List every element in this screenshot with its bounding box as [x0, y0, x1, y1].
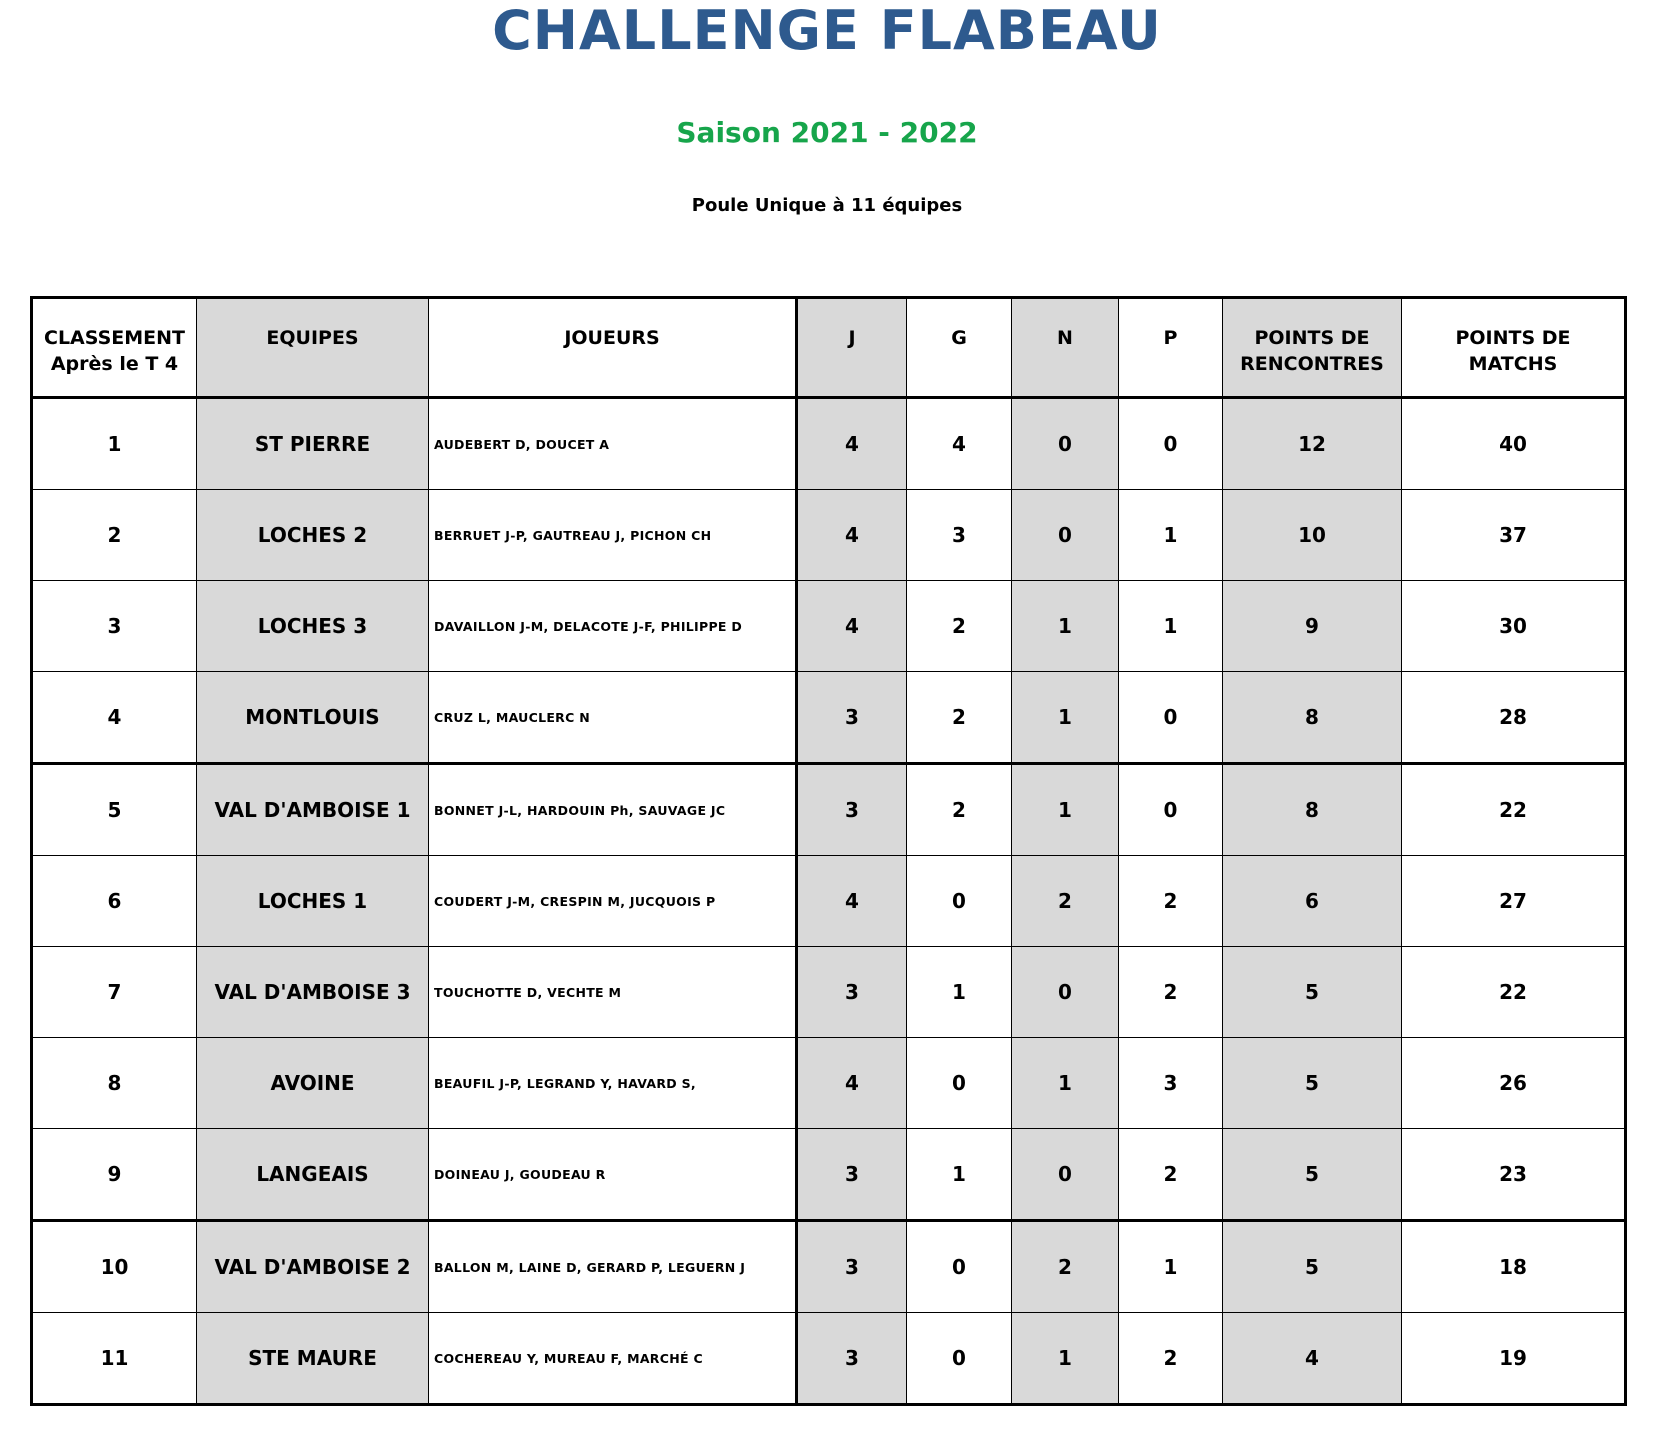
- column-header-rank-line1: CLASSEMENT: [44, 327, 185, 349]
- cell-points-rencontres: 5: [1223, 947, 1402, 1038]
- cell-players: BEAUFIL J-P, LEGRAND Y, HAVARD S,: [429, 1038, 797, 1129]
- cell-rank: 4: [32, 672, 197, 764]
- table-row: [32, 581, 1626, 672]
- table-row: [32, 1221, 1626, 1313]
- table-row: [32, 764, 1626, 856]
- header-row: [32, 298, 1626, 398]
- table-row: [32, 490, 1626, 581]
- cell-n: 1: [1012, 581, 1119, 672]
- cell-j: 3: [797, 1221, 907, 1313]
- column-header-n: N: [1012, 298, 1119, 398]
- table-row: [32, 947, 1626, 1038]
- column-header-players: JOUEURS: [429, 298, 797, 398]
- cell-n: 1: [1012, 764, 1119, 856]
- cell-points-rencontres: 9: [1223, 581, 1402, 672]
- column-header-p: P: [1119, 298, 1223, 398]
- cell-points-matchs: 27: [1402, 856, 1626, 947]
- cell-j: 3: [797, 1129, 907, 1221]
- cell-points-matchs: 19: [1402, 1313, 1626, 1405]
- column-header-pr-line1: POINTS DE: [1254, 327, 1370, 349]
- cell-team: AVOINE: [197, 1038, 429, 1129]
- cell-j: 4: [797, 490, 907, 581]
- page-title: CHALLENGE FLABEAU: [492, 0, 1162, 62]
- cell-p: 0: [1119, 398, 1223, 490]
- cell-points-rencontres: 4: [1223, 1313, 1402, 1405]
- cell-g: 3: [907, 490, 1012, 581]
- cell-points-matchs: 22: [1402, 764, 1626, 856]
- table-row: [32, 1129, 1626, 1221]
- column-header-pr-line2: RENCONTRES: [1240, 353, 1384, 375]
- cell-team: LOCHES 2: [197, 490, 429, 581]
- cell-p: 2: [1119, 947, 1223, 1038]
- cell-team: MONTLOUIS: [197, 672, 429, 764]
- cell-g: 2: [907, 581, 1012, 672]
- cell-g: 0: [907, 1221, 1012, 1313]
- cell-p: 1: [1119, 581, 1223, 672]
- cell-players: TOUCHOTTE D, VECHTE M: [429, 947, 797, 1038]
- cell-rank: 8: [32, 1038, 197, 1129]
- table-row: [32, 672, 1626, 764]
- cell-g: 0: [907, 1038, 1012, 1129]
- cell-j: 3: [797, 672, 907, 764]
- cell-team: LANGEAIS: [197, 1129, 429, 1221]
- table-row: [32, 1313, 1626, 1405]
- cell-j: 4: [797, 581, 907, 672]
- cell-rank: 2: [32, 490, 197, 581]
- cell-points-matchs: 28: [1402, 672, 1626, 764]
- column-header-points-rencontres: [1223, 298, 1402, 398]
- cell-j: 4: [797, 398, 907, 490]
- cell-n: 0: [1012, 947, 1119, 1038]
- cell-points-rencontres: 8: [1223, 672, 1402, 764]
- cell-points-matchs: 37: [1402, 490, 1626, 581]
- cell-players: DOINEAU J, GOUDEAU R: [429, 1129, 797, 1221]
- cell-rank: 3: [32, 581, 197, 672]
- cell-team: VAL D'AMBOISE 2: [197, 1221, 429, 1313]
- pool-caption: Poule Unique à 11 équipes: [691, 195, 963, 216]
- cell-players: CRUZ L, MAUCLERC N: [429, 672, 797, 764]
- cell-n: 1: [1012, 1038, 1119, 1129]
- cell-n: 1: [1012, 1313, 1119, 1405]
- cell-n: 1: [1012, 672, 1119, 764]
- cell-team: VAL D'AMBOISE 3: [197, 947, 429, 1038]
- table-row: [32, 398, 1626, 490]
- cell-team: VAL D'AMBOISE 1: [197, 764, 429, 856]
- cell-points-matchs: 26: [1402, 1038, 1626, 1129]
- cell-n: 0: [1012, 490, 1119, 581]
- column-header-pm-line2: MATCHS: [1468, 353, 1558, 375]
- cell-points-rencontres: 12: [1223, 398, 1402, 490]
- column-header-rank-line2: Après le T 4: [50, 353, 179, 375]
- standings-body: [32, 398, 1626, 1405]
- standings-table: [30, 296, 1627, 1406]
- cell-players: AUDEBERT D, DOUCET A: [429, 398, 797, 490]
- cell-team: LOCHES 3: [197, 581, 429, 672]
- cell-j: 4: [797, 856, 907, 947]
- table-row: [32, 1038, 1626, 1129]
- column-header-g: G: [907, 298, 1012, 398]
- cell-players: BERRUET J-P, GAUTREAU J, PICHON CH: [429, 490, 797, 581]
- cell-g: 2: [907, 764, 1012, 856]
- cell-points-matchs: 23: [1402, 1129, 1626, 1221]
- cell-g: 1: [907, 1129, 1012, 1221]
- cell-points-matchs: 22: [1402, 947, 1626, 1038]
- column-header-team: EQUIPES: [197, 298, 429, 398]
- column-header-rank: [32, 298, 197, 398]
- cell-g: 4: [907, 398, 1012, 490]
- cell-players: COCHEREAU Y, MUREAU F, MARCHÉ C: [429, 1313, 797, 1405]
- cell-points-rencontres: 8: [1223, 764, 1402, 856]
- cell-g: 0: [907, 1313, 1012, 1405]
- cell-p: 1: [1119, 490, 1223, 581]
- cell-team: ST PIERRE: [197, 398, 429, 490]
- cell-n: 2: [1012, 1221, 1119, 1313]
- cell-j: 3: [797, 947, 907, 1038]
- cell-team: LOCHES 1: [197, 856, 429, 947]
- season-subtitle: Saison 2021 - 2022: [676, 116, 978, 149]
- cell-points-rencontres: 6: [1223, 856, 1402, 947]
- cell-g: 2: [907, 672, 1012, 764]
- table-row: [32, 856, 1626, 947]
- cell-p: 2: [1119, 856, 1223, 947]
- cell-n: 0: [1012, 1129, 1119, 1221]
- cell-points-matchs: 40: [1402, 398, 1626, 490]
- cell-p: 2: [1119, 1313, 1223, 1405]
- cell-points-rencontres: 5: [1223, 1038, 1402, 1129]
- cell-p: 3: [1119, 1038, 1223, 1129]
- cell-rank: 11: [32, 1313, 197, 1405]
- cell-p: 0: [1119, 764, 1223, 856]
- cell-rank: 10: [32, 1221, 197, 1313]
- column-header-j: J: [797, 298, 907, 398]
- cell-rank: 6: [32, 856, 197, 947]
- cell-points-matchs: 30: [1402, 581, 1626, 672]
- cell-rank: 1: [32, 398, 197, 490]
- cell-n: 0: [1012, 398, 1119, 490]
- cell-rank: 7: [32, 947, 197, 1038]
- cell-points-rencontres: 10: [1223, 490, 1402, 581]
- column-header-points-matchs: [1402, 298, 1626, 398]
- cell-n: 2: [1012, 856, 1119, 947]
- cell-rank: 5: [32, 764, 197, 856]
- cell-players: BONNET J-L, HARDOUIN Ph, SAUVAGE JC: [429, 764, 797, 856]
- cell-j: 3: [797, 1313, 907, 1405]
- cell-g: 1: [907, 947, 1012, 1038]
- cell-j: 3: [797, 764, 907, 856]
- cell-rank: 9: [32, 1129, 197, 1221]
- cell-p: 1: [1119, 1221, 1223, 1313]
- cell-points-matchs: 18: [1402, 1221, 1626, 1313]
- cell-j: 4: [797, 1038, 907, 1129]
- cell-players: DAVAILLON J-M, DELACOTE J-F, PHILIPPE D: [429, 581, 797, 672]
- cell-p: 2: [1119, 1129, 1223, 1221]
- column-header-pm-line1: POINTS DE: [1455, 327, 1571, 349]
- cell-players: BALLON M, LAINE D, GERARD P, LEGUERN J: [429, 1221, 797, 1313]
- cell-p: 0: [1119, 672, 1223, 764]
- cell-points-rencontres: 5: [1223, 1129, 1402, 1221]
- cell-team: STE MAURE: [197, 1313, 429, 1405]
- cell-g: 0: [907, 856, 1012, 947]
- cell-points-rencontres: 5: [1223, 1221, 1402, 1313]
- cell-players: COUDERT J-M, CRESPIN M, JUCQUOIS P: [429, 856, 797, 947]
